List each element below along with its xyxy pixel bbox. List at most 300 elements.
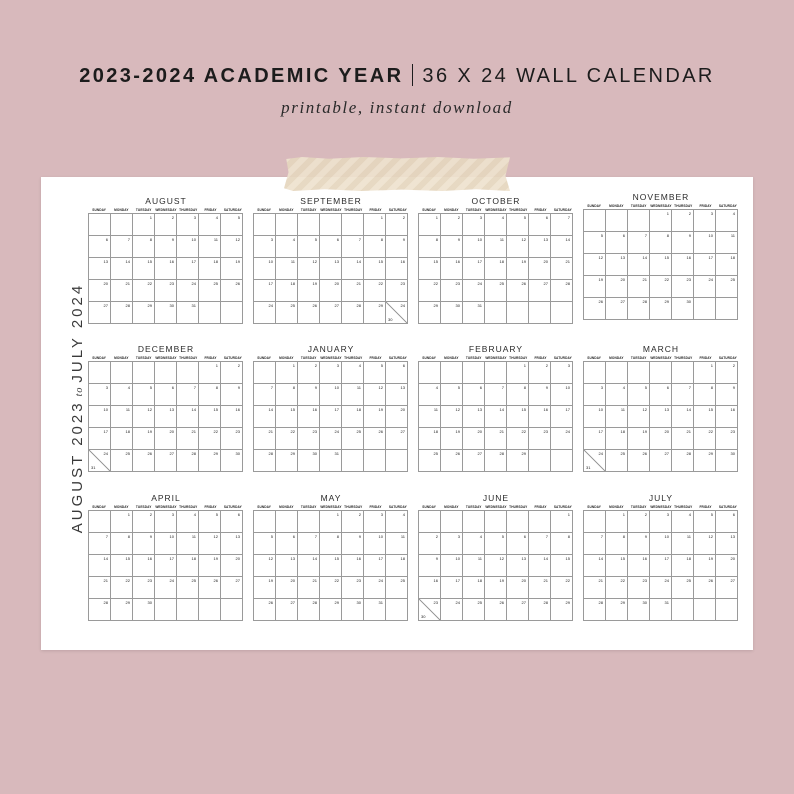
day-cell [133,599,155,621]
day-cell [463,406,485,428]
day-cell [485,450,507,472]
day-number: 15 [565,556,570,561]
weekday-label: SATURDAY [223,356,242,360]
day-number: 2 [545,363,548,368]
day-number: 8 [380,237,383,242]
day-cell [221,406,243,428]
day-number: 19 [642,429,647,434]
day-cell [485,362,507,384]
day-cell [320,428,342,450]
day-cell [254,577,276,599]
weekday-label: FRIDAY [369,505,382,509]
day-number: 1 [666,211,669,216]
day-number: 8 [666,233,669,238]
weekday-label: WEDNESDAY [155,505,177,509]
day-number: 20 [543,259,548,264]
day-number: 2 [402,215,405,220]
day-cell [177,577,199,599]
day-number: 10 [103,407,108,412]
day-number: 28 [642,299,647,304]
day-cell [694,406,716,428]
day-cell [628,577,650,599]
day-number: 7 [105,534,108,539]
day-cell [584,599,606,621]
day-cell [716,232,738,254]
day-cell [551,428,573,450]
day-cell [199,258,221,280]
day-number: 13 [730,534,735,539]
day-cell [694,533,716,555]
day-cell [507,302,529,324]
day-number: 22 [521,429,526,434]
day-cell [584,406,606,428]
day-cell [133,362,155,384]
day-number: 16 [356,556,361,561]
weekday-label: SATURDAY [553,356,572,360]
day-number: 24 [378,578,383,583]
day-cell [419,280,441,302]
day-number: 23 [169,281,174,286]
day-cell [628,232,650,254]
day-number: 12 [378,385,383,390]
day-cell [419,384,441,406]
day-number: 8 [336,534,339,539]
day-number: 9 [402,237,405,242]
day-cell [650,232,672,254]
day-number: 23 [235,429,240,434]
weekday-label: MONDAY [444,208,459,212]
day-cell [133,236,155,258]
day-cell [364,302,386,324]
day-number: 9 [688,233,691,238]
day-cell [441,511,463,533]
day-number: 5 [523,215,526,220]
day-cell [364,384,386,406]
weekday-label: SUNDAY [422,505,437,509]
day-number: 9 [644,534,647,539]
month-grid [253,213,408,324]
day-number: 30 [730,451,735,456]
weekday-label: TUESDAY [465,505,482,509]
day-number: 24 [103,451,108,456]
day-number: 17 [378,556,383,561]
weekday-label: MONDAY [279,208,294,212]
day-number: 25 [213,281,218,286]
day-number: 11 [400,534,405,539]
day-number: 10 [455,556,460,561]
day-cell [694,298,716,320]
day-cell [342,533,364,555]
day-number: 9 [358,534,361,539]
month-october [418,196,574,332]
day-number: 4 [479,534,482,539]
day-number: 19 [455,429,460,434]
day-cell [650,276,672,298]
day-number: 23 [686,277,691,282]
day-cell [441,362,463,384]
day-number: 20 [620,277,625,282]
day-cell [551,577,573,599]
day-number: 30 [356,600,361,605]
day-cell [672,511,694,533]
day-cell [716,599,738,621]
day-cell [342,577,364,599]
day-cell [551,599,573,621]
day-number: 1 [710,363,713,368]
day-number: 27 [477,451,482,456]
day-cell [441,302,463,324]
day-cell [716,210,738,232]
day-cell [529,302,551,324]
day-number: 17 [191,259,196,264]
day-number: 28 [543,600,548,605]
day-cell [672,362,694,384]
weekday-label: WEDNESDAY [485,356,507,360]
day-number: 8 [215,385,218,390]
day-number: 18 [620,429,625,434]
day-number: 8 [127,534,130,539]
day-number: 25 [730,277,735,282]
day-cell [221,236,243,258]
day-number: 5 [314,237,317,242]
day-number: 17 [598,429,603,434]
day-cell [89,280,111,302]
day-number: 26 [521,281,526,286]
day-cell [694,254,716,276]
day-cell [628,450,650,472]
day-number: 4 [435,385,438,390]
day-cell [529,533,551,555]
day-number: 16 [312,407,317,412]
day-number: 7 [193,385,196,390]
day-cell [320,214,342,236]
day-cell [551,258,573,280]
day-number: 11 [499,237,504,242]
day-cell [463,236,485,258]
day-cell [650,577,672,599]
day-cell [419,511,441,533]
day-cell [606,406,628,428]
day-number: 10 [268,259,273,264]
day-cell [342,362,364,384]
day-number: 17 [477,259,482,264]
day-cell [320,555,342,577]
day-number: 10 [708,233,713,238]
day-cell [441,280,463,302]
day-number: 16 [147,556,152,561]
day-cell [254,406,276,428]
day-cell [650,533,672,555]
day-number: 6 [545,215,548,220]
day-cell [716,533,738,555]
day-number: 17 [664,556,669,561]
day-cell [672,555,694,577]
weekday-header [583,505,739,509]
weekday-header [253,356,409,360]
day-cell [111,302,133,324]
day-number: 29 [433,303,438,308]
day-cell [276,511,298,533]
day-number: 8 [710,385,713,390]
day-number: 4 [292,237,295,242]
day-cell [463,450,485,472]
day-number: 6 [105,237,108,242]
day-number: 18 [213,259,218,264]
day-cell [221,214,243,236]
day-number: 28 [565,281,570,286]
day-cell [199,280,221,302]
weekday-label: SUNDAY [587,204,602,208]
day-number: 11 [620,407,625,412]
day-number: 24 [268,303,273,308]
day-cell [716,555,738,577]
month-name: DECEMBER [137,344,195,354]
day-number: 22 [213,429,218,434]
day-number: 5 [600,233,603,238]
day-cell [584,210,606,232]
day-cell [342,280,364,302]
day-number: 4 [501,215,504,220]
day-number: 21 [312,578,317,583]
weekday-label: SUNDAY [257,356,272,360]
day-number: 14 [103,556,108,561]
day-cell [276,258,298,280]
day-cell [177,280,199,302]
day-cell [485,258,507,280]
day-number: 15 [708,407,713,412]
weekday-label: TUESDAY [300,208,317,212]
day-cell [364,450,386,472]
day-cell [177,214,199,236]
day-number: 29 [664,299,669,304]
day-cell [606,362,628,384]
day-number: 20 [103,281,108,286]
day-number: 9 [545,385,548,390]
day-number: 1 [292,363,295,368]
day-cell [551,362,573,384]
day-number: 11 [686,534,691,539]
day-number: 30 [455,303,460,308]
day-number: 25 [400,578,405,583]
day-number: 19 [235,259,240,264]
day-cell [89,555,111,577]
day-cell [672,428,694,450]
day-cell [441,384,463,406]
weekday-label: WEDNESDAY [320,208,342,212]
weekday-label: FRIDAY [369,208,382,212]
day-cell [529,511,551,533]
weekday-label: THURSDAY [344,505,363,509]
day-cell [606,384,628,406]
day-number: 27 [169,451,174,456]
day-number: 15 [125,556,130,561]
day-cell [584,428,606,450]
weekday-header [583,356,739,360]
day-cell [177,555,199,577]
day-cell [529,555,551,577]
day-cell [694,210,716,232]
weekday-label: MONDAY [609,356,624,360]
day-number: 23 [642,578,647,583]
day-cell [419,362,441,384]
day-number: 21 [686,429,691,434]
day-cell [89,302,111,324]
day-number: 11 [477,556,482,561]
day-cell [584,533,606,555]
day-cell [89,362,111,384]
day-cell [694,511,716,533]
day-cell [386,511,408,533]
day-number: 16 [169,259,174,264]
day-cell [298,362,320,384]
day-number: 2 [457,215,460,220]
day-cell [155,362,177,384]
day-number: 21 [125,281,130,286]
day-number: 27 [235,578,240,583]
day-cell [320,362,342,384]
day-cell [199,533,221,555]
day-cell [298,236,320,258]
day-cell [320,577,342,599]
day-number: 3 [710,211,713,216]
weekday-label: MONDAY [114,208,129,212]
day-number: 14 [642,255,647,260]
day-cell [485,384,507,406]
day-cell [650,511,672,533]
day-number: 6 [336,237,339,242]
day-cell [199,236,221,258]
day-cell [551,555,573,577]
day-cell [606,599,628,621]
month-name: AUGUST [145,196,187,206]
day-cell [89,258,111,280]
day-number: 22 [147,281,152,286]
day-cell [386,599,408,621]
day-cell [441,214,463,236]
day-number: 29 [378,303,383,308]
day-cell [672,406,694,428]
day-number: 19 [521,259,526,264]
day-cell [386,428,408,450]
weekday-label: TUESDAY [465,356,482,360]
day-cell [441,406,463,428]
day-number: 21 [191,429,196,434]
day-cell [507,533,529,555]
day-number: 27 [103,303,108,308]
day-number: 7 [545,534,548,539]
weekday-label: THURSDAY [674,356,693,360]
day-number: 15 [378,259,383,264]
day-cell [507,280,529,302]
day-cell [364,577,386,599]
month-grid [88,361,243,472]
weekday-header [418,208,574,212]
day-number: 25 [290,303,295,308]
day-number: 21 [543,578,548,583]
day-cell [551,384,573,406]
month-name: SEPTEMBER [300,196,362,206]
day-number: 11 [433,407,438,412]
day-cell [89,428,111,450]
day-number: 28 [356,303,361,308]
weekday-label: SATURDAY [718,356,737,360]
day-cell [199,406,221,428]
day-cell [386,214,408,236]
day-cell [111,555,133,577]
day-cell [133,214,155,236]
day-cell [694,450,716,472]
day-cell [386,577,408,599]
day-cell [320,406,342,428]
day-cell [672,384,694,406]
day-number: 10 [334,385,339,390]
day-cell [111,511,133,533]
day-number: 25 [191,578,196,583]
month-grid [583,510,738,621]
day-cell [276,555,298,577]
day-cell [364,533,386,555]
day-number: 9 [732,385,735,390]
day-number: 25 [125,451,130,456]
day-cell [221,258,243,280]
day-number: 24 [477,281,482,286]
day-cell [463,428,485,450]
day-cell [155,428,177,450]
day-number: 15 [290,407,295,412]
day-cell [276,599,298,621]
weekday-label: TUESDAY [300,505,317,509]
day-number: 29 [521,451,526,456]
day-number: 29 [708,451,713,456]
weekday-label: SUNDAY [422,208,437,212]
day-cell [155,511,177,533]
day-cell [364,599,386,621]
day-number: 22 [125,578,130,583]
weekday-label: SATURDAY [223,505,242,509]
day-number: 16 [730,407,735,412]
day-cell [111,280,133,302]
day-cell [650,599,672,621]
day-number: 14 [268,407,273,412]
day-number: 4 [358,363,361,368]
day-number: 3 [457,534,460,539]
day-number: 8 [622,534,625,539]
day-number: 15 [147,259,152,264]
day-number: 18 [290,281,295,286]
weekday-label: WEDNESDAY [650,505,672,509]
day-cell [419,214,441,236]
day-cell [155,384,177,406]
day-cell [276,428,298,450]
month-name: APRIL [151,493,181,503]
month-name: MARCH [642,344,680,354]
weekday-label: FRIDAY [204,505,217,509]
day-number: 26 [642,451,647,456]
day-number: 9 [237,385,240,390]
day-cell [199,384,221,406]
day-cell [89,406,111,428]
day-number: 14 [356,259,361,264]
weekday-label: SATURDAY [718,505,737,509]
day-number: 29 [290,451,295,456]
day-cell [628,533,650,555]
weekday-label: THURSDAY [179,356,198,360]
day-number: 20 [334,281,339,286]
day-number: 6 [402,363,405,368]
day-number: 12 [521,237,526,242]
day-cell [551,280,573,302]
day-number: 4 [688,512,691,517]
